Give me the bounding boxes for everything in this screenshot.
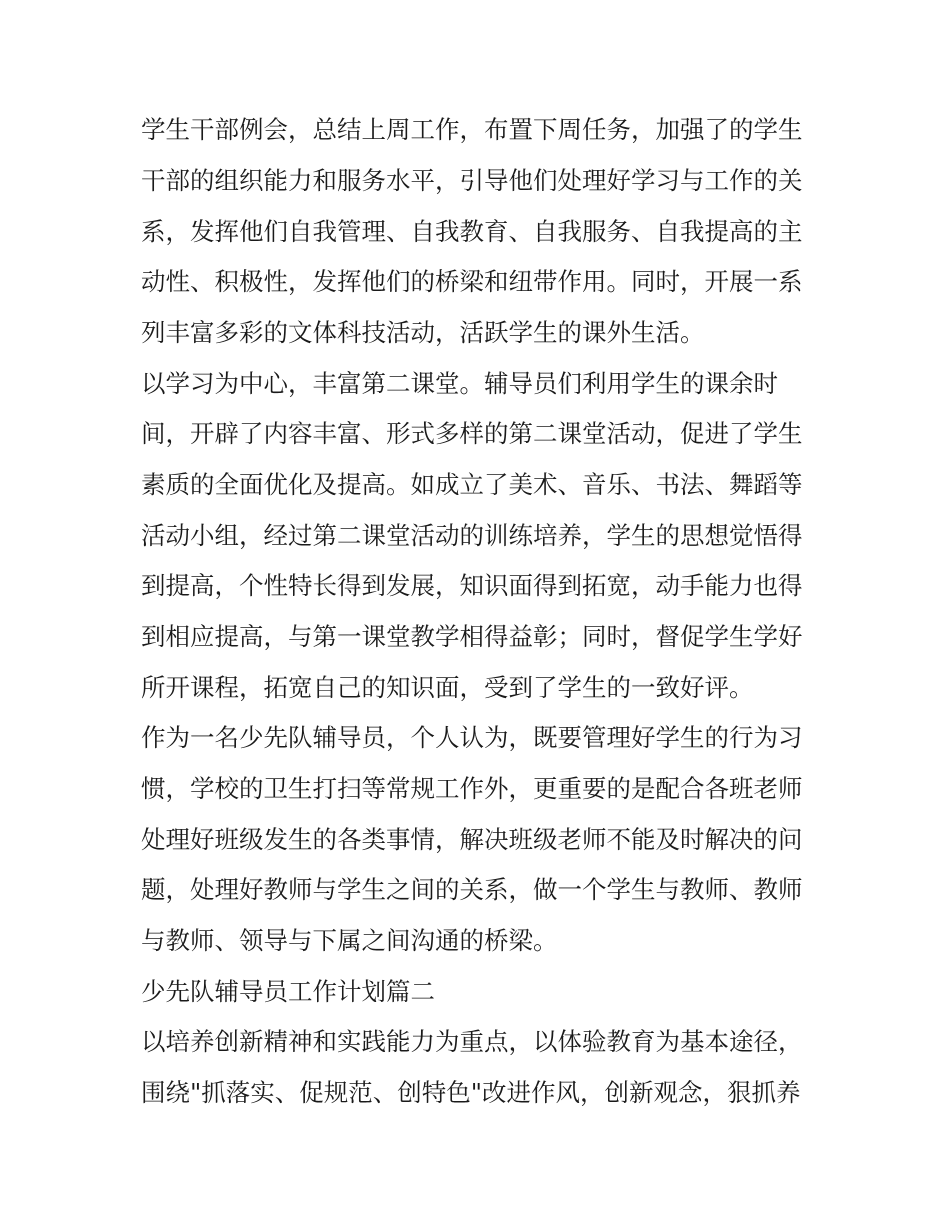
text-line: 学生干部例会，总结上周工作，布置下周任务，加强了的学生 <box>141 115 803 144</box>
text-line: 与教师、领导与下属之间沟通的桥梁。 <box>141 926 558 955</box>
text-line: 围绕"抓落实、促规范、创特色"改进作风，创新观念，狠抓养 <box>141 1078 801 1107</box>
paragraph-start: 以培养创新精神和实践能力为重点，以体验教育为基本途径， <box>141 1027 803 1056</box>
section-heading: 少先队辅导员工作计划篇二 <box>141 977 435 1006</box>
paragraph-start: 作为一名少先队辅导员，个人认为，既要管理好学生的行为习 <box>141 723 803 752</box>
text-line: 到相应提高，与第一课堂教学相得益彰；同时，督促学生学好 <box>141 622 803 651</box>
text-line: 处理好班级发生的各类事情，解决班级老师不能及时解决的问 <box>141 825 803 854</box>
text-line: 所开课程，拓宽自己的知识面，受到了学生的一致好评。 <box>141 673 754 702</box>
text-line: 活动小组，经过第二课堂活动的训练培养，学生的思想觉悟得 <box>141 521 803 550</box>
text-line: 系，发挥他们自我管理、自我教育、自我服务、自我提高的主 <box>141 217 803 246</box>
text-line: 素质的全面优化及提高。如成立了美术、音乐、书法、舞蹈等 <box>141 470 803 499</box>
paragraph-start: 以学习为中心，丰富第二课堂。辅导员们利用学生的课余时 <box>141 369 778 398</box>
text-line: 动性、积极性，发挥他们的桥梁和纽带作用。同时，开展一系 <box>141 267 803 296</box>
text-line: 列丰富多彩的文体科技活动，活跃学生的课外生活。 <box>141 318 705 347</box>
text-line: 题，处理好教师与学生之间的关系，做一个学生与教师、教师 <box>141 875 803 904</box>
text-line: 惯，学校的卫生打扫等常规工作外，更重要的是配合各班老师 <box>141 774 803 803</box>
text-line: 干部的组织能力和服务水平，引导他们处理好学习与工作的关 <box>141 166 803 195</box>
text-line: 到提高，个性特长得到发展，知识面得到拓宽，动手能力也得 <box>141 571 803 600</box>
text-line: 间，开辟了内容丰富、形式多样的第二课堂活动，促进了学生 <box>141 419 803 448</box>
